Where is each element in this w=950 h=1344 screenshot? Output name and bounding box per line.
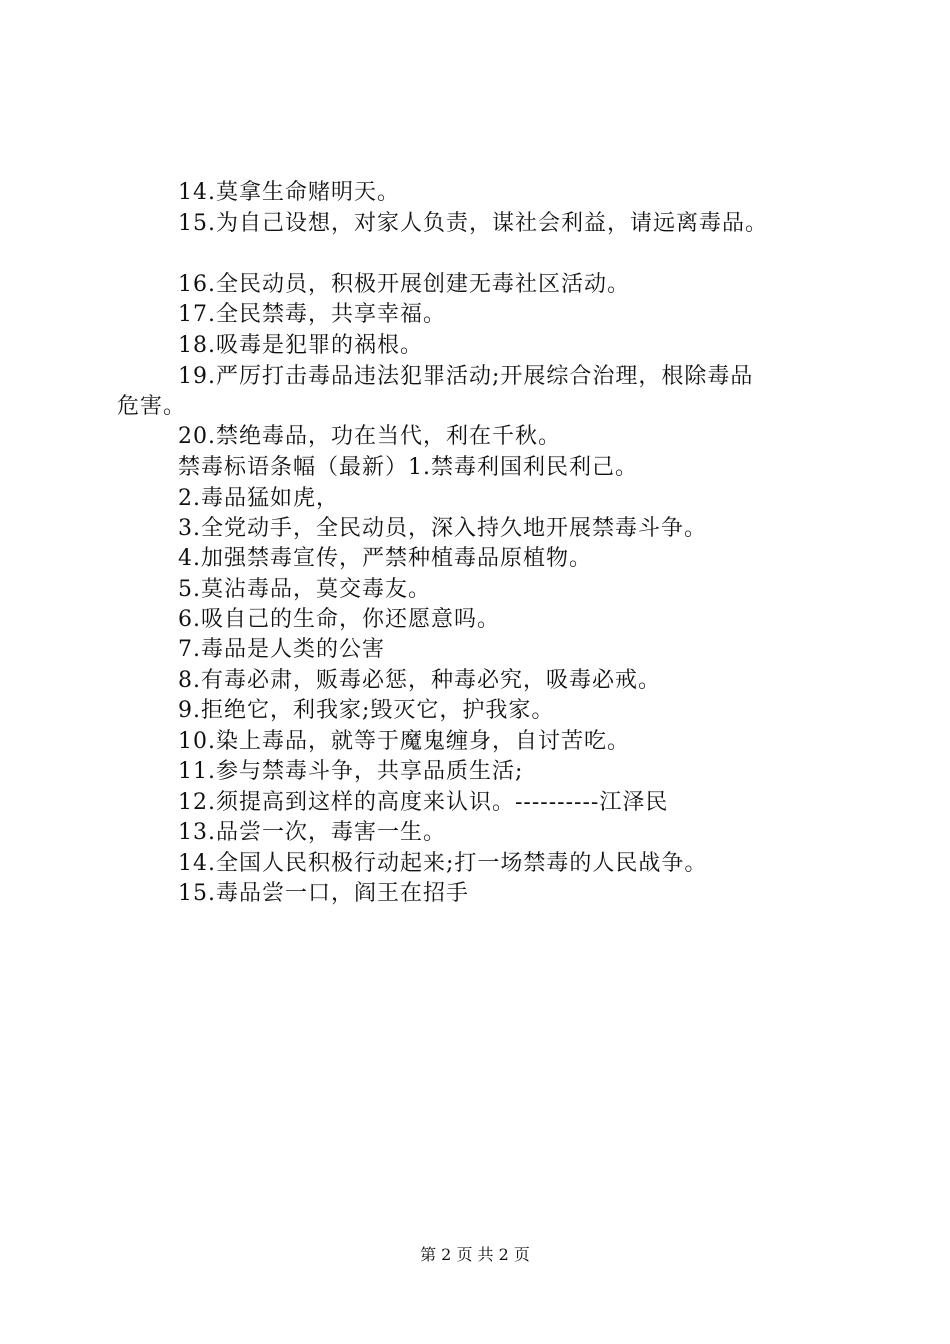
slogan-line: 2.毒品猛如虎， <box>178 486 339 511</box>
slogan-line: 4.加强禁毒宣传，严禁种植毒品原植物。 <box>178 546 592 571</box>
slogan-line: 19.严厉打击毒品违法犯罪活动;开展综合治理，根除毒品 <box>178 364 754 389</box>
slogan-line: 15.为自己设想，对家人负责，谋社会利益，请远离毒品。 <box>178 211 768 236</box>
slogan-line: 20.禁绝毒品，功在当代，利在千秋。 <box>178 424 561 449</box>
slogan-line: 14.莫拿生命赌明天。 <box>178 180 400 205</box>
slogan-line: 10.染上毒品，就等于魔鬼缠身，自讨苦吃。 <box>178 729 630 754</box>
slogan-line: 9.拒绝它，利我家;毁灭它，护我家。 <box>178 698 555 723</box>
slogan-line: 6.吸自己的生命，你还愿意吗。 <box>178 607 500 632</box>
page-number-footer: 第 2 页 共 2 页 <box>420 1245 530 1264</box>
slogan-line: 16.全民动员，积极开展创建无毒社区活动。 <box>178 272 630 297</box>
slogan-line: 18.吸毒是犯罪的祸根。 <box>178 333 423 358</box>
slogan-line: 15.毒品尝一口，阎王在招手 <box>178 881 469 906</box>
slogan-line-continuation: 危害。 <box>117 394 187 419</box>
section-heading-line: 禁毒标语条幅（最新）1.禁毒利国利民利己。 <box>178 455 638 480</box>
slogan-line: 11.参与禁毒斗争，共享品质生活; <box>178 759 524 784</box>
slogan-line: 14.全国人民积极行动起来;打一场禁毒的人民战争。 <box>178 851 708 876</box>
slogan-line: 5.莫沾毒品，莫交毒友。 <box>178 577 431 602</box>
slogan-line: 12.须提高到这样的高度来认识。----------江泽民 <box>178 790 669 815</box>
slogan-line: 13.品尝一次，毒害一生。 <box>178 820 446 845</box>
slogan-line: 17.全民禁毒，共享幸福。 <box>178 302 446 327</box>
slogan-line: 7.毒品是人类的公害 <box>178 637 385 662</box>
slogan-line: 8.有毒必肃，贩毒必惩，种毒必究，吸毒必戒。 <box>178 668 661 693</box>
slogan-line: 3.全党动手，全民动员，深入持久地开展禁毒斗争。 <box>178 516 707 541</box>
